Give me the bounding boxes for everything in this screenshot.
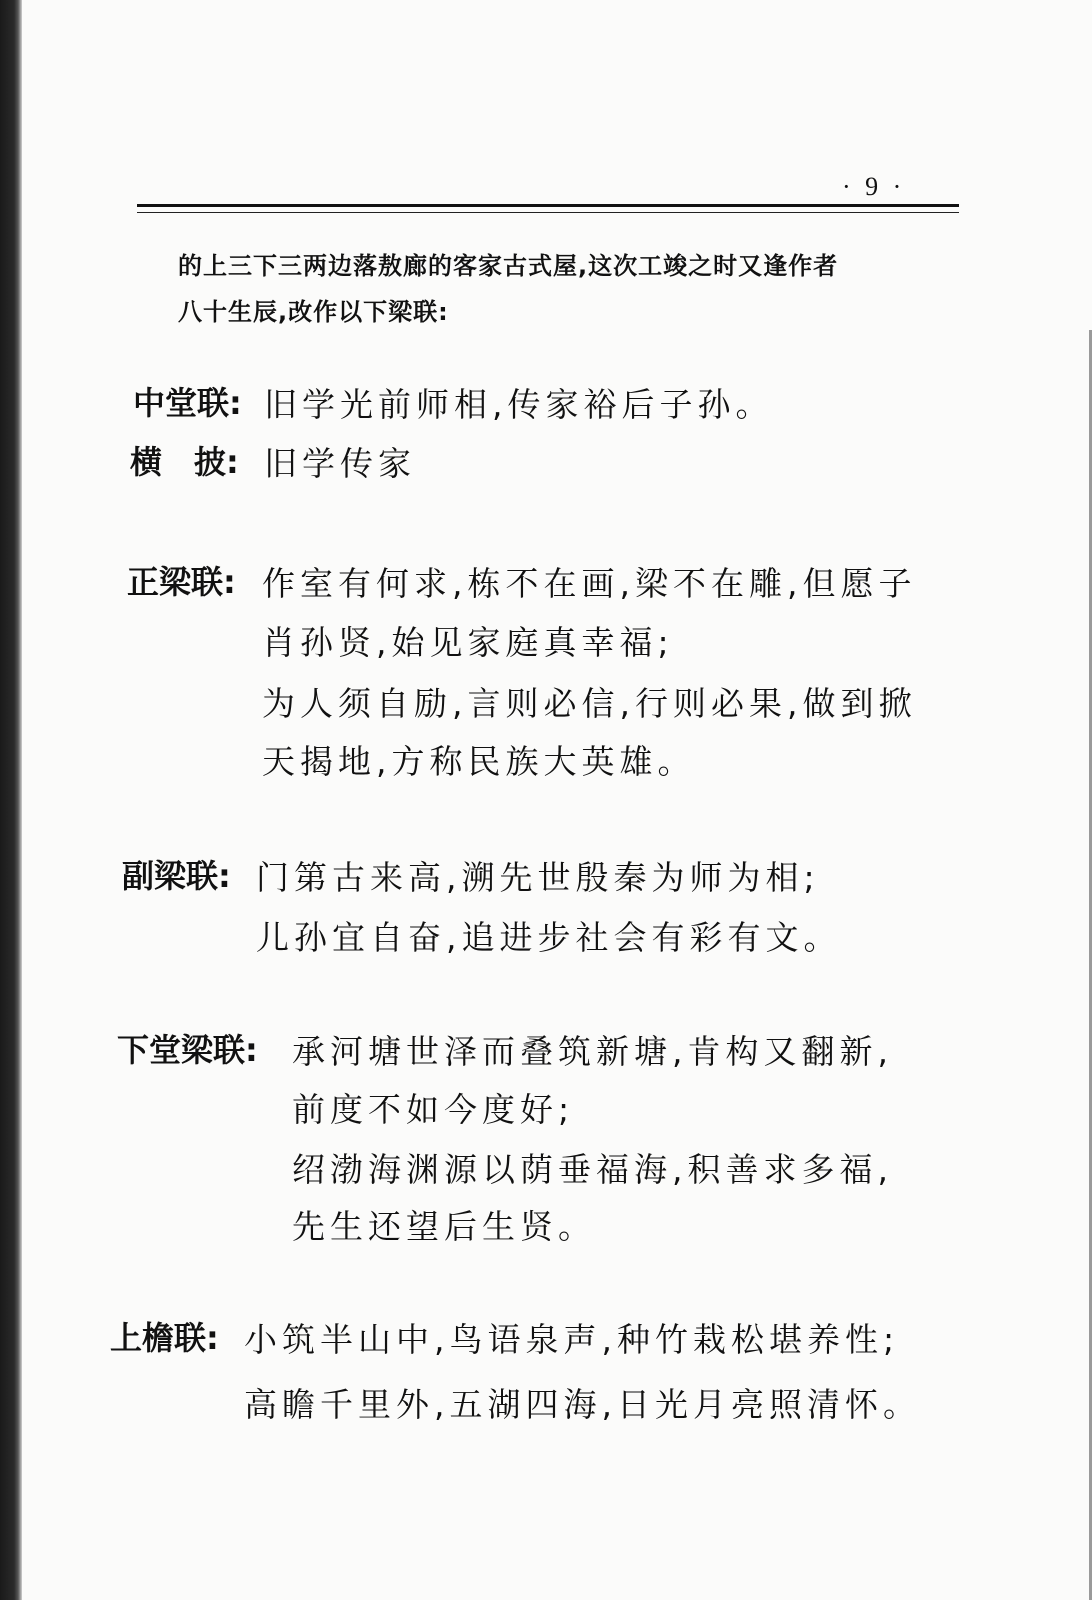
couplet-line: 承河塘世泽而叠筑新塘,肯构又翻新, <box>292 1032 893 1071</box>
couplet-label: 中堂联: <box>133 384 242 422</box>
couplet-line: 门第古来高,溯先世殷秦为师为相; <box>256 858 820 897</box>
couplet-line: 为人须自励,言则必信,行则必果,做到掀 <box>262 684 917 723</box>
intro-line: 八十生辰,改作以下梁联: <box>178 298 449 326</box>
couplet-label: 副梁联: <box>122 857 231 895</box>
page-number: · 9 · <box>842 172 906 201</box>
couplet-line: 作室有何求,栋不在画,梁不在雕,但愿子 <box>262 564 917 603</box>
couplet-label: 下堂梁联: <box>117 1031 258 1069</box>
couplet-line: 儿孙宜自奋,追进步社会有彩有文。 <box>256 918 842 957</box>
couplet-line: 旧学光前师相,传家裕后子孙。 <box>264 385 774 424</box>
couplet-line: 小筑半山中,鸟语泉声,种竹栽松堪养性; <box>244 1320 900 1359</box>
couplet-line: 高瞻千里外,五湖四海,日光月亮照清怀。 <box>244 1385 921 1424</box>
couplet-line: 前度不如今度好; <box>292 1090 575 1129</box>
couplet-line: 肖孙贤,始见家庭真幸福; <box>262 623 674 662</box>
couplet-line: 绍渤海渊源以荫垂福海,积善求多福, <box>292 1150 893 1189</box>
couplet-line: 天揭地,方称民族大英雄。 <box>262 742 696 781</box>
intro-paragraph <box>178 243 968 335</box>
header-rule-thick <box>137 204 959 207</box>
intro-line: 的上三下三两边落敖廊的客家古式屋,这次工竣之时又逢作者 <box>178 252 839 280</box>
couplet-label: 正梁联: <box>127 563 236 601</box>
couplet-label: 上檐联: <box>110 1319 219 1357</box>
binding-shadow <box>0 0 22 1600</box>
header-rule-thin <box>137 212 959 213</box>
couplet-line: 先生还望后生贤。 <box>292 1207 596 1246</box>
couplet-label: 横 披: <box>130 443 239 481</box>
couplet-line: 旧学传家 <box>264 444 416 483</box>
